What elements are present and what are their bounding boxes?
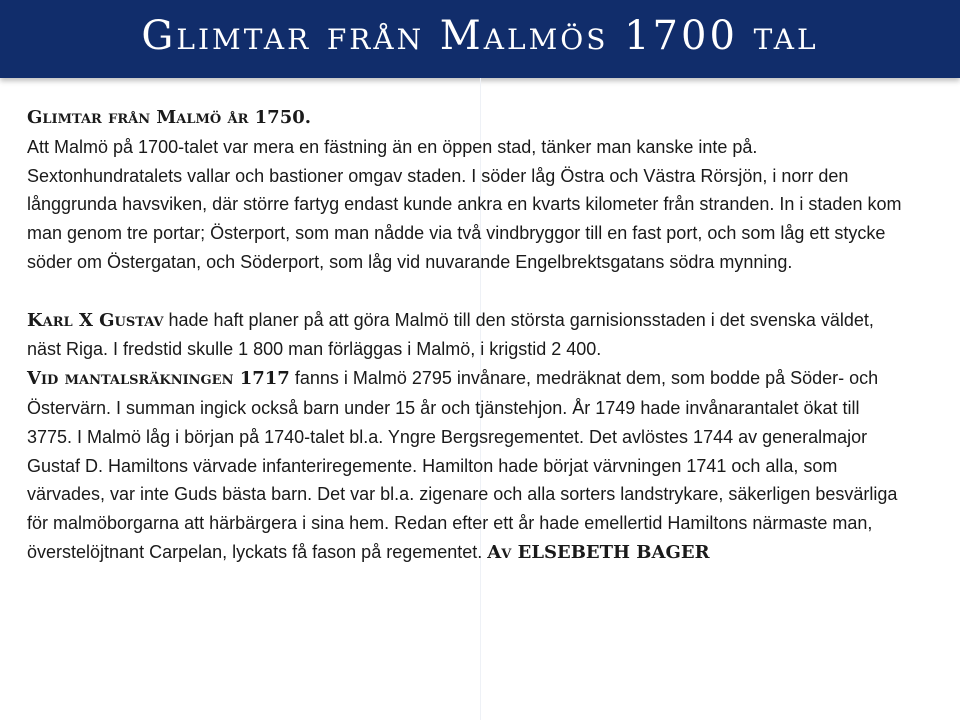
body-text xyxy=(27,103,907,568)
paragraph-gap xyxy=(27,277,907,306)
paragraph-text: Att Malmö på 1700-talet var mera en fästning än en öppen stad, tänker man kanske inte på. Sextonhundratalets vallar och bastioner omgav staden. I söder låg Östra och Västra Rörsjön, i norr den långgrunda havsviken, där större fartyg endast kunde ankra en kvarts kilometer från stranden. In i staden kom man genom tre portar; Österport, som man nådde via två vindbryggor till en fast port, och som låg ett stycke söder om Östergatan, och Söderport, som låg vid nuvarande Engelbrektsgatans södra mynning. xyxy=(27,136,902,272)
lead-karl-x-gustav: Karl X Gustav xyxy=(27,309,164,331)
paragraph-text: fanns i Malmö 2795 invånare, medräknat dem, som bodde på Söder- och Östervärn. I summan ingick också barn under 15 år och tjänstehjon. År 1749 hade invånarantalet ökat till 3775. I Malmö låg i början på 1740-talet bl.a. Yngre Bergsregementet. Det avlöstes 1744 av generalmajor Gustaf D. Hamiltons värvade infanteriregemente. Hamilton hade börjat värvningen 1741 och alla, som värvades, var inte Guds bästa barn. Det var bl.a. zigenare och alla sorters landstrykare, säkerligen besvärliga för malmöborgarna att härbärgera i sina hem. Redan efter ett år hade emellertid Hamiltons närmaste man, överstelöjtnant Carpelan, lyckats få fason på regementet. xyxy=(27,368,898,562)
section-heading: Glimtar från Malmö år 1750. xyxy=(27,107,312,128)
paragraph-mantalsrakningen xyxy=(27,364,907,568)
slide-title: Glimtar från Malmös 1700 tal xyxy=(141,13,819,59)
paragraph-karl-x-gustav xyxy=(27,306,907,365)
paragraph-1750 xyxy=(27,103,907,277)
byline-author: ELSEBETH BAGER xyxy=(511,541,710,563)
byline-prefix: Av xyxy=(487,541,512,563)
paragraph-text: hade haft planer på att göra Malmö till den största garnisionsstaden i det svenska väldet, näst Riga. I fredstid skulle 1 800 man förläggas i Malmö, i krigstid 2 400. xyxy=(27,309,874,360)
title-bar xyxy=(0,0,960,78)
lead-mantalsrakningen: Vid mantalsräkningen 1717 xyxy=(27,368,290,390)
